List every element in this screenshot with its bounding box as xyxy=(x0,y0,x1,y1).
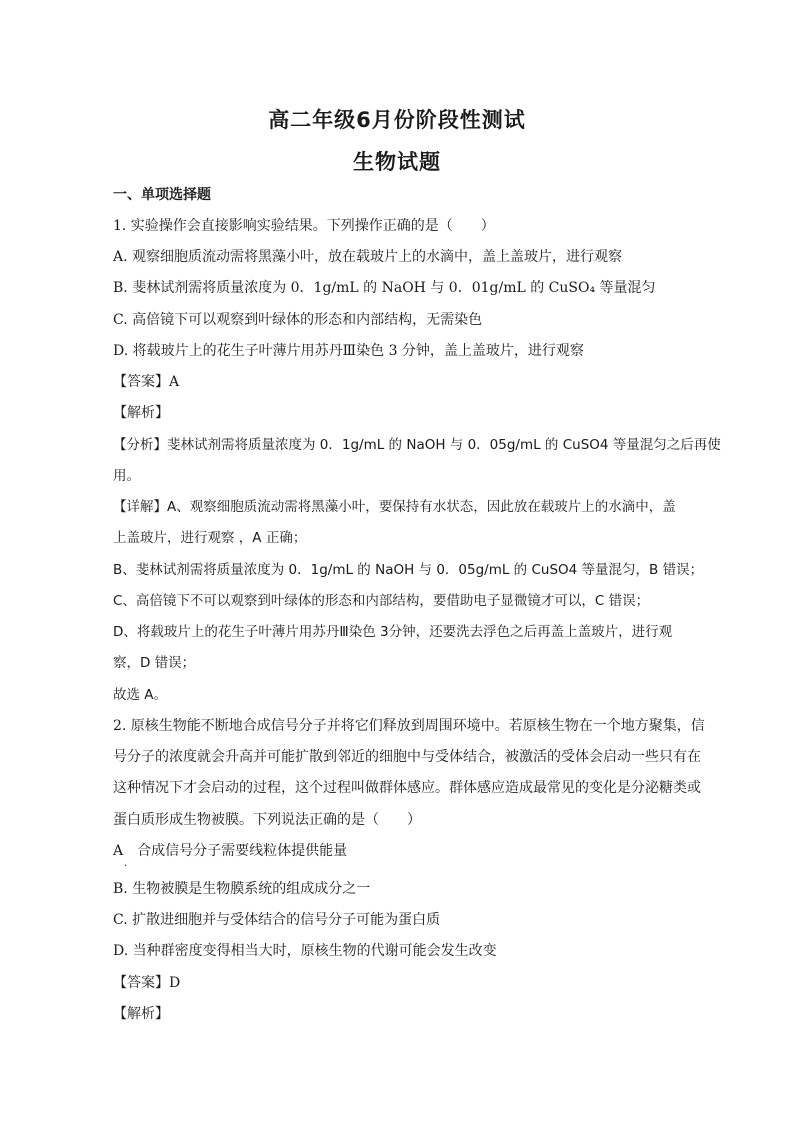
q2-option-d: D. 当种群密度变得相当大时，原核生物的代谢可能会发生改变 xyxy=(113,943,497,959)
q1-xiangjie-line-4: C、高倍镜下不可以观察到叶绿体的形态和内部结构，要借助电子显微镜才可以，C 错误； xyxy=(113,593,650,609)
q1-xiangjie-line-3: B、斐林试剂需将质量浓度为 0．1g/mL 的 NaOH 与 0．05g/mL 的 CuSO4 等量混匀，B 错误； xyxy=(113,562,704,578)
q2-stem-line-2: 号分子的浓度就会升高并可能扩散到邻近的细胞中与受体结合，被激活的受体会启动一些只有在 xyxy=(113,749,701,765)
q1-xiangjie-line-5: D、将载玻片上的花生子叶薄片用苏丹Ⅲ染色 3分钟，还要洗去浮色之后再盖上盖玻片，进行观 xyxy=(113,624,673,640)
q2-option-c: C. 扩散进细胞并与受体结合的信号分子可能为蛋白质 xyxy=(113,912,441,928)
q1-answer: 【答案】A xyxy=(113,374,180,390)
q1-option-c: C. 高倍镜下可以观察到叶绿体的形态和内部结构，无需染色 xyxy=(113,312,483,328)
q1-fenxi-line-2: 用。 xyxy=(113,468,140,484)
q2-stem-line-1: 2. 原核生物能不断地合成信号分子并将它们释放到周围环境中。若原核生物在一个地方聚集，信 xyxy=(113,718,705,734)
q1-option-b: B. 斐林试剂需将质量浓度为 0．1g/mL 的 NaOH 与 0．01g/mL 的 CuSO₄ 等量混匀 xyxy=(113,280,656,296)
document-title: 高二年级6月份阶段性测试 xyxy=(268,108,526,132)
q2-stem-line-4: 蛋白质形成生物被膜。下列说法正确的是（ ） xyxy=(113,812,421,828)
document-subtitle: 生物试题 xyxy=(353,150,441,174)
q1-xiangjie-line-6: 察，D 错误； xyxy=(113,655,196,671)
q2-stem-line-3: 这种情况下才会启动的过程，这个过程叫做群体感应。群体感应造成最常见的变化是分泌糖类或 xyxy=(113,780,701,796)
q2-answer: 【答案】D xyxy=(113,975,181,991)
q1-xiangjie-line-2: 上盖玻片，进行观察 ，A 正确； xyxy=(113,530,307,546)
q1-xiangjie-line-1: 【详解】A、观察细胞质流动需将黑藻小叶，要保持有水状态，因此放在载玻片上的水滴中，盖 xyxy=(113,499,676,515)
stray-dot-mark: · xyxy=(124,861,128,872)
q1-option-a: A. 观察细胞质流动需将黑藻小叶，放在载玻片上的水滴中，盖上盖玻片，进行观察 xyxy=(113,249,623,265)
q2-option-b: B. 生物被膜是生物膜系统的组成成分之一 xyxy=(113,881,371,897)
q1-fenxi-line-1: 【分析】斐林试剂需将质量浓度为 0．1g/mL 的 NaOH 与 0．05g/mL 的 CuSO4 等量混匀之后再使 xyxy=(113,437,721,453)
q1-stem: 1. 实验操作会直接影响实验结果。下列操作正确的是（ ） xyxy=(113,218,495,234)
q2-analysis-label: 【解析】 xyxy=(113,1006,169,1022)
q1-option-d: D. 将载玻片上的花生子叶薄片用苏丹Ⅲ染色 3 分钟，盖上盖玻片，进行观察 xyxy=(113,343,584,359)
q1-analysis-label: 【解析】 xyxy=(113,405,169,421)
section-heading: 一、单项选择题 xyxy=(113,187,211,203)
q1-conclusion: 故选 A。 xyxy=(113,687,168,703)
q2-option-a: A 合成信号分子需要线粒体提供能量 xyxy=(113,843,348,859)
